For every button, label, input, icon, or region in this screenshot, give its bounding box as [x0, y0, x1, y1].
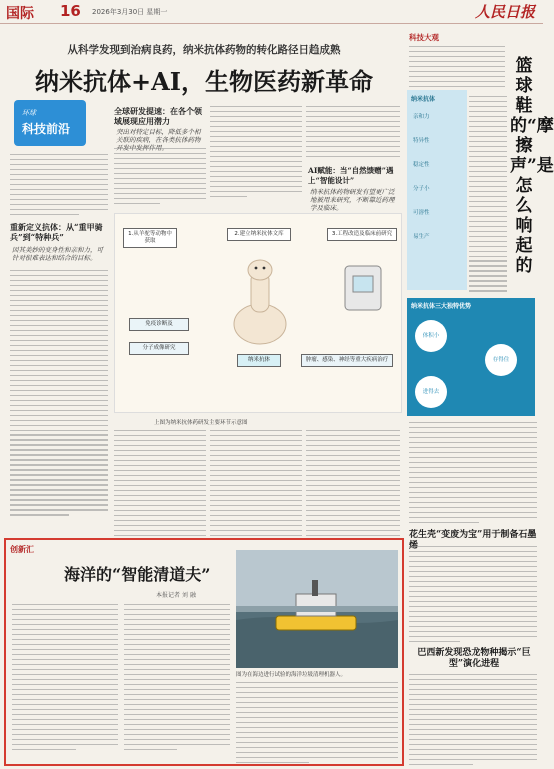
panel-item: 亲和力 — [413, 114, 430, 120]
step-3: 3.工程改造及临床前研究 — [327, 228, 397, 241]
panel-item: 稳定性 — [413, 162, 430, 168]
masthead — [0, 0, 543, 24]
panel-title: 纳米抗体 — [411, 96, 436, 103]
body-text — [409, 422, 537, 527]
body-text — [10, 154, 108, 219]
robot-boat-photo-icon — [236, 550, 398, 668]
section-lede: 因其美妙的变身性和亲和力，可针对很难表达和结合的目标。 — [12, 246, 103, 262]
article-title: 海洋的“智能清道夫” — [64, 565, 211, 584]
body-text — [210, 106, 302, 201]
story-title: 巴西新发现恐龙物种揭示“巨型”演化进程 — [417, 648, 531, 669]
sub-label-1: 免疫诊断及 — [129, 318, 189, 331]
issue-date: 2026年3月30日 星期一 — [92, 8, 168, 16]
feature-panel — [407, 90, 467, 290]
article-photo — [236, 550, 398, 668]
article-tag: 创新汇 — [10, 545, 34, 554]
body-text — [306, 106, 400, 161]
quote-lede: 纳米抗体药物研发有望更广泛地被用来研究，不断靠近药理学及临床。 — [310, 188, 395, 212]
photo-caption: 图为在海边进行试验的海洋垃圾清理机器人。 — [236, 672, 347, 678]
body-text — [12, 604, 118, 754]
body-text — [409, 46, 505, 96]
advantages-panel — [407, 298, 535, 416]
badge-title: 科技前沿 — [22, 122, 71, 136]
step-1: 1.从羊驼等动物中获取 — [123, 228, 177, 248]
feature-subhead: 从科学发现到治病良药，纳米抗体药物的转化路径日趋成熟 — [67, 44, 341, 56]
highlighted-article — [4, 538, 404, 766]
advantage-circle: 存得住 — [485, 344, 517, 376]
panel-item: 特异性 — [413, 138, 430, 144]
section-heading: 重新定义抗体：从“重甲骑兵”到“特种兵” — [10, 222, 103, 242]
advantage-circle: 进得去 — [415, 376, 447, 408]
badge-sub: 环球 — [22, 109, 36, 117]
section-lede: 突出对特定目标，降低多个相关联的疾病，在各类抗体药物 — [116, 128, 201, 144]
body-text — [114, 148, 206, 208]
main-feature — [4, 30, 404, 560]
lab-instrument-icon — [331, 258, 395, 318]
panel-title: 纳米抗体三大独特优势 — [411, 303, 472, 310]
panel-item: 分子小 — [413, 186, 430, 192]
sidebar-bottom — [407, 530, 541, 766]
panel-item: 易生产 — [413, 234, 430, 240]
sub-label-3: 肿瘤、感染、神经等重大疾病治疗 — [301, 354, 393, 367]
sidebar — [407, 30, 554, 530]
story-title: 花生壳“变废为宝”用于制备石墨 — [409, 530, 537, 540]
sidebar-tag: 科技大观 — [409, 33, 439, 42]
section-heading: 全球研发提速：在各个领域展现应用潜力 — [114, 106, 202, 126]
advantage-circle: 体积小 — [415, 320, 447, 352]
body-text — [469, 96, 507, 295]
column-badge — [14, 100, 86, 146]
body-text — [236, 682, 398, 767]
page-number: 16 — [60, 2, 81, 20]
step-2: 2.建立纳米抗体文库 — [227, 228, 291, 241]
article-byline: 本报记者 刘 融 — [156, 592, 196, 599]
body-text — [124, 604, 230, 754]
sidebar-vertical-title: 篮球鞋的“摩擦声”是怎么响起的 — [510, 56, 554, 276]
body-text — [409, 546, 537, 646]
feature-headline: 纳米抗体+AI，生物医药新革命 — [35, 67, 373, 96]
body-text — [10, 270, 108, 519]
section-name: 国际 — [6, 6, 34, 22]
llama-illustration-icon — [225, 254, 295, 349]
center-label: 纳米抗体 — [237, 354, 281, 367]
infographic — [114, 213, 402, 413]
body-text — [409, 674, 537, 769]
sub-label-2: 分子成像研究 — [129, 342, 189, 355]
quote-heading: AI赋能：当“自然馈赠”遇上“智能设计” — [308, 166, 394, 185]
panel-item: 可溶性 — [413, 210, 430, 216]
infographic-caption: 上图为纳米抗体药研发主要环节示意图 — [154, 420, 248, 426]
newspaper-logo: 人民日报 — [474, 3, 535, 21]
